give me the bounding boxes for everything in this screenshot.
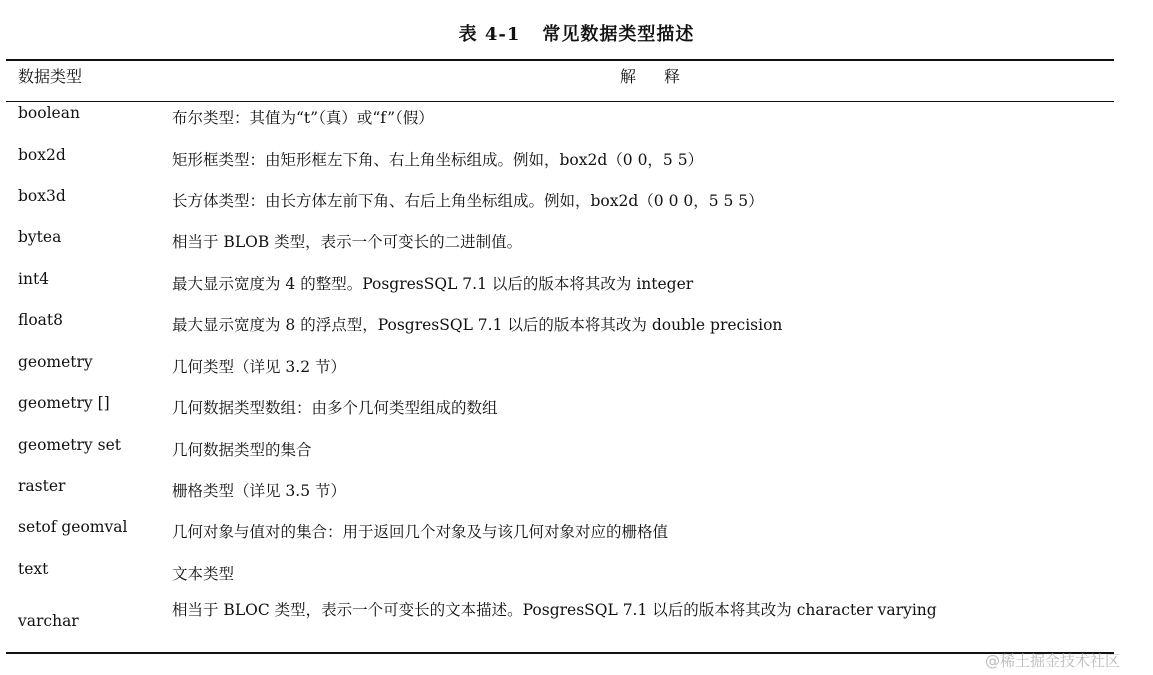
cell-type: geometry [] <box>18 394 110 412</box>
cell-description: 栅格类型（详见 3.5 节） <box>172 482 347 500</box>
cell-type: raster <box>18 477 66 495</box>
cell-description: 矩形框类型：由矩形框左下角、右上角坐标组成。例如，box2d（0 0，5 5） <box>172 151 704 169</box>
cell-description: 最大显示宽度为 8 的浮点型，PosgresSQL 7.1 以后的版本将其改为 double precision <box>172 316 783 334</box>
header-description: 解释 <box>620 67 709 86</box>
cell-description: 相当于 BLOB 类型，表示一个可变长的二进制值。 <box>172 233 523 251</box>
cell-description: 相当于 BLOC 类型，表示一个可变长的文本描述。PosgresSQL 7.1 以后的版本将其改为 character varying <box>172 601 937 619</box>
cell-type: box3d <box>18 187 66 205</box>
cell-type: bytea <box>18 228 62 246</box>
cell-description: 几何数据类型的集合 <box>172 441 312 459</box>
cell-type: box2d <box>18 146 66 164</box>
cell-description: 几何数据类型数组：由多个几何类型组成的数组 <box>172 399 498 417</box>
cell-type: setof geomval <box>18 518 128 536</box>
cell-description: 几何类型（详见 3.2 节） <box>172 358 347 376</box>
header-rule <box>6 101 1114 102</box>
table-caption <box>0 20 1153 46</box>
cell-type: boolean <box>18 104 80 122</box>
bottom-rule <box>6 652 1114 654</box>
header-type: 数据类型 <box>18 67 83 86</box>
cell-description: 文本类型 <box>172 565 235 583</box>
cell-type: text <box>18 560 49 578</box>
table-number: 表 4-1 <box>458 24 521 45</box>
cell-type: geometry <box>18 353 93 371</box>
cell-type: int4 <box>18 270 50 288</box>
cell-type: float8 <box>18 311 64 329</box>
cell-description: 几何对象与值对的集合：用于返回几个对象及与该几何对象对应的栅格值 <box>172 523 669 541</box>
cell-type: geometry set <box>18 436 121 454</box>
cell-description: 最大显示宽度为 4 的整型。PosgresSQL 7.1 以后的版本将其改为 integer <box>172 275 694 293</box>
watermark: @稀土掘金技术社区 <box>985 652 1121 670</box>
top-rule <box>6 59 1114 61</box>
cell-type: varchar <box>18 612 79 630</box>
cell-description: 长方体类型：由长方体左前下角、右后上角坐标组成。例如，box2d（0 0 0，5 5 5） <box>172 192 764 210</box>
cell-description: 布尔类型：其值为“t”（真）或“f”（假） <box>172 109 434 127</box>
table-title: 常见数据类型描述 <box>542 24 695 45</box>
